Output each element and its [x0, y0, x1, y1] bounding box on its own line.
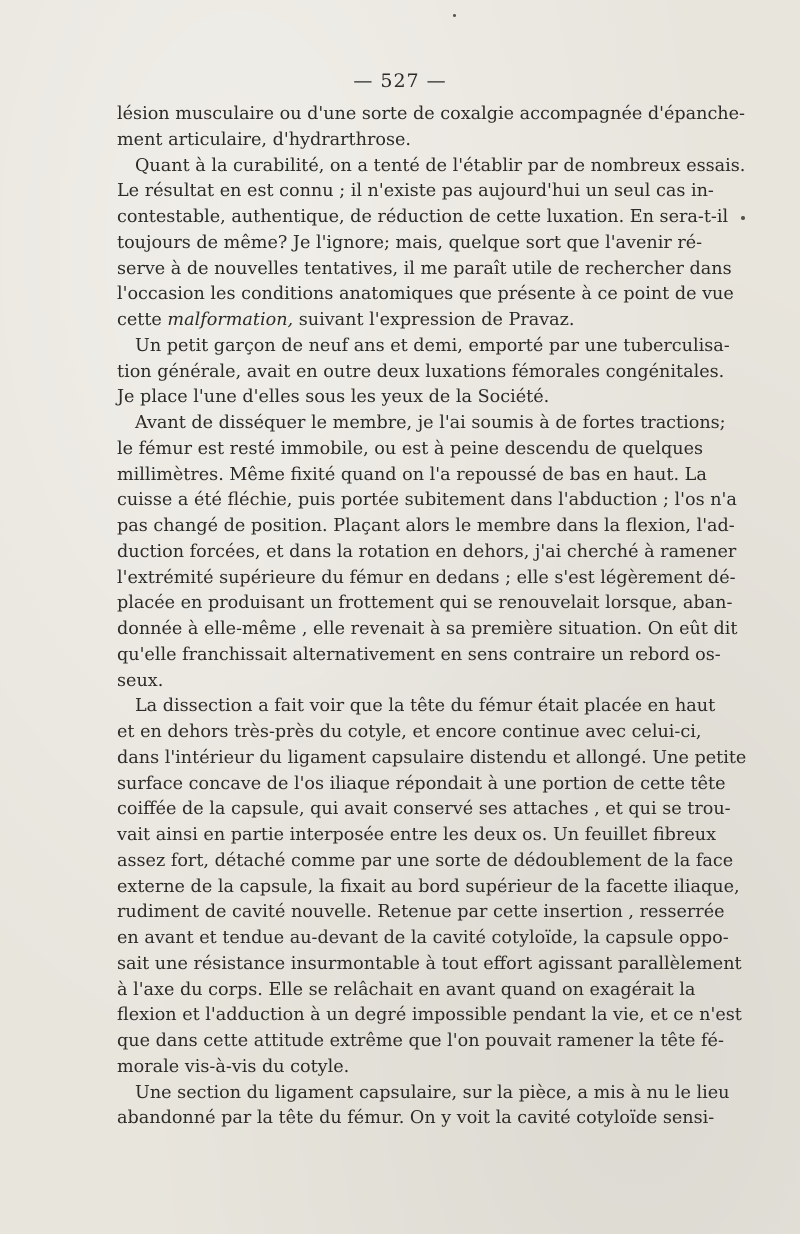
text-line: La dissection a fait voir que la tête du fémur était placée en haut	[135, 696, 716, 717]
text-line: Avant de disséquer le membre, je l'ai soumis à de fortes tractions;	[135, 413, 726, 433]
text-line: rudiment de cavité nouvelle. Retenue par cette insertion , resserrée	[117, 902, 725, 923]
text-line: placée en produisant un frottement qui se renouvelait lorsque, aban-	[117, 593, 733, 614]
text-line: pas changé de position. Plaçant alors le membre dans la flexion, l'ad-	[117, 516, 735, 536]
text-line: Une section du ligament capsulaire, sur la pièce, a mis à nu le lieu	[135, 1082, 730, 1103]
text-line: morale vis-à-vis du cotyle.	[117, 1056, 350, 1077]
text-line: que dans cette attitude extrême que l'on pouvait ramener la tête fé-	[117, 1031, 724, 1051]
text-line: donnée à elle-même , elle revenait à sa première situation. On eût dit	[117, 619, 738, 639]
text-line: seux.	[117, 670, 164, 691]
paragraph	[117, 411, 738, 694]
paragraph	[117, 694, 747, 1080]
text-line: en avant et tendue au-devant de la cavité cotyloïde, la capsule oppo-	[117, 928, 729, 948]
text-line: surface concave de l'os iliaque répondait à une portion de cette tête	[117, 773, 726, 794]
text-line: et en dehors très-près du cotyle, et encore continue avec celui-ci,	[117, 722, 702, 742]
text-line: coiffée de la capsule, qui avait conservé ses attaches , et qui se trou-	[117, 799, 731, 820]
text-line: à l'axe du corps. Elle se relâchait en avant quand on exagérait la	[117, 979, 696, 1000]
text-line: sait une résistance insurmontable à tout effort agissant parallèlement	[117, 953, 742, 974]
text-line: lésion musculaire ou d'une sorte de coxalgie accompagnée d'épanche-	[117, 104, 745, 124]
text-line: Quant à la curabilité, on a tenté de l'établir par de nombreux essais.	[135, 155, 746, 176]
page-number: — 527 —	[353, 70, 447, 92]
text-line: millimètres. Même fixité quand on l'a repoussé de bas en haut. La	[117, 464, 707, 485]
text-line: le fémur est resté immobile, ou est à peine descendu de quelques	[117, 438, 704, 459]
text-line: vait ainsi en partie interposée entre les deux os. Un feuillet fibreux	[117, 825, 717, 845]
text-line: contestable, authentique, de réduction de cette luxation. En sera-t-il	[117, 207, 729, 227]
paragraph	[117, 154, 746, 334]
text-line: serve à de nouvelles tentatives, il me paraît utile de rechercher dans	[117, 258, 732, 279]
text-line: externe de la capsule, la fixait au bord supérieur de la facette iliaque,	[117, 876, 740, 897]
paragraph	[117, 334, 730, 411]
text-line: tion générale, avait en outre deux luxations fémorales congénitales.	[117, 361, 725, 382]
paragraph	[117, 1081, 730, 1133]
text-line: ment articulaire, d'hydrarthrose.	[117, 129, 411, 150]
body-text	[117, 102, 747, 1132]
text-line: Le résultat en est connu ; il n'existe pas aujourd'hui un seul cas in-	[117, 181, 714, 202]
text-line: abandonné par la tête du fémur. On y voit la cavité cotyloïde sensi-	[117, 1108, 715, 1129]
paragraph	[117, 102, 745, 154]
text-line: toujours de même? Je l'ignore; mais, quelque sort que l'avenir ré-	[117, 232, 703, 253]
text-line: l'occasion les conditions anatomiques que présente à ce point de vue	[117, 284, 734, 305]
text-line: duction forcées, et dans la rotation en dehors, j'ai cherché à ramener	[117, 541, 737, 562]
scan-speck	[741, 216, 745, 220]
text-line: flexion et l'adduction à un degré impossible pendant la vie, et ce n'est	[117, 1005, 742, 1026]
text-line: qu'elle franchissait alternativement en sens contraire un rebord os-	[117, 644, 721, 665]
text-line: dans l'intérieur du ligament capsulaire distendu et allongé. Une petite	[117, 747, 747, 768]
text-line: Un petit garçon de neuf ans et demi, emporté par une tuberculisa-	[135, 335, 730, 356]
text-line: cuisse a été fléchie, puis portée subitement dans l'abduction ; l'os n'a	[117, 490, 737, 511]
text-line: cette malformation, suivant l'expression de Pravaz.	[117, 310, 575, 330]
text-line: assez fort, détaché comme par une sorte de dédoublement de la face	[117, 850, 734, 871]
text-line: Je place l'une d'elles sous les yeux de la Société.	[117, 387, 550, 408]
text-line: l'extrémité supérieure du fémur en dedans ; elle s'est légèrement dé-	[117, 567, 736, 588]
scan-speck	[453, 14, 456, 17]
